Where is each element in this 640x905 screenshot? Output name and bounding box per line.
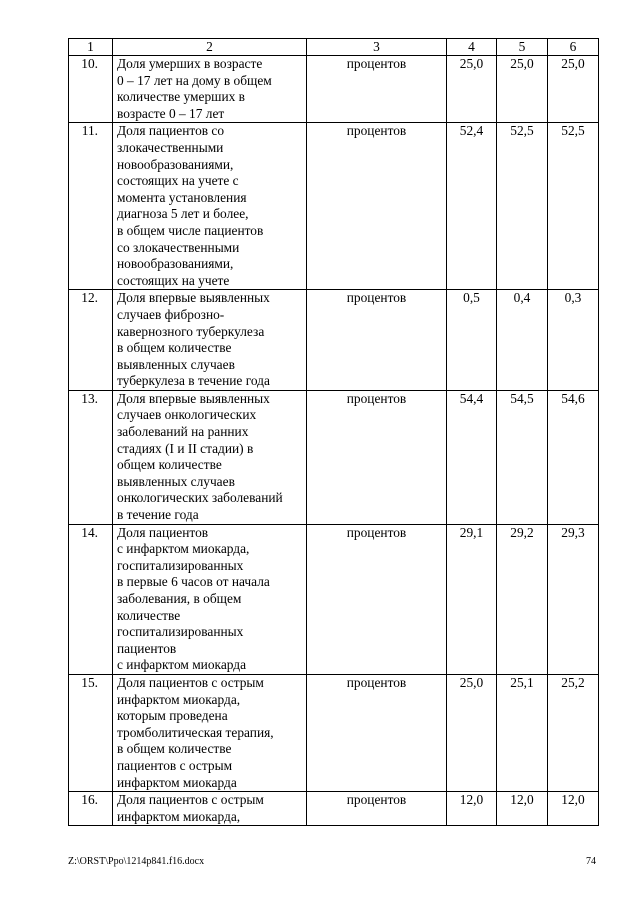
value-col-6: 12,0 xyxy=(548,792,599,826)
row-number: 10. xyxy=(69,56,113,123)
value-col-5: 25,1 xyxy=(497,674,548,791)
header-cell-3: 3 xyxy=(307,39,447,56)
indicator-name: Доля пациентов с острым инфарктом миокарда, которым проведена тромболитическая терапия, в общем количестве пациентов с острым инфарктом миокарда xyxy=(113,674,307,791)
unit-of-measure: процентов xyxy=(307,56,447,123)
value-col-6: 25,0 xyxy=(548,56,599,123)
header-cell-1: 1 xyxy=(69,39,113,56)
header-cell-2: 2 xyxy=(113,39,307,56)
value-col-5: 29,2 xyxy=(497,524,548,674)
unit-of-measure: процентов xyxy=(307,674,447,791)
unit-of-measure: процентов xyxy=(307,524,447,674)
footer-file-path: Z:\ORST\Ppo\1214p841.f16.docx xyxy=(68,856,205,867)
unit-of-measure: процентов xyxy=(307,123,447,290)
row-number: 15. xyxy=(69,674,113,791)
row-number: 14. xyxy=(69,524,113,674)
value-col-6: 25,2 xyxy=(548,674,599,791)
table-row xyxy=(69,56,599,123)
row-number: 12. xyxy=(69,290,113,391)
indicator-name: Доля умерших в возрасте 0 – 17 лет на дому в общем количестве умерших в возрасте 0 – 17 лет xyxy=(113,56,307,123)
value-col-5: 0,4 xyxy=(497,290,548,391)
table-body xyxy=(69,39,599,826)
value-col-4: 12,0 xyxy=(447,792,497,826)
indicator-name: Доля пациентов с инфарктом миокарда, госпитализированных в первые 6 часов от начала заболевания, в общем количестве госпитализированных пациентов с инфарктом миокарда xyxy=(113,524,307,674)
unit-of-measure: процентов xyxy=(307,390,447,524)
value-col-5: 54,5 xyxy=(497,390,548,524)
row-number: 13. xyxy=(69,390,113,524)
table-row xyxy=(69,123,599,290)
value-col-4: 25,0 xyxy=(447,674,497,791)
header-cell-5: 5 xyxy=(497,39,548,56)
value-col-4: 0,5 xyxy=(447,290,497,391)
value-col-5: 12,0 xyxy=(497,792,548,826)
value-col-6: 0,3 xyxy=(548,290,599,391)
row-number: 16. xyxy=(69,792,113,826)
table-row xyxy=(69,792,599,826)
indicators-table xyxy=(68,38,599,826)
indicator-name: Доля пациентов со злокачественными новообразованиями, состоящих на учете с момента установления диагноза 5 лет и более, в общем числе пациентов со злокачественными новообразованиями, состоящих на учете xyxy=(113,123,307,290)
indicator-name: Доля впервые выявленных случаев фиброзно- кавернозного туберкулеза в общем количестве выявленных случаев туберкулеза в течение года xyxy=(113,290,307,391)
indicator-name: Доля пациентов с острым инфарктом миокарда, xyxy=(113,792,307,826)
value-col-4: 29,1 xyxy=(447,524,497,674)
value-col-4: 52,4 xyxy=(447,123,497,290)
value-col-4: 25,0 xyxy=(447,56,497,123)
value-col-6: 52,5 xyxy=(548,123,599,290)
table-row xyxy=(69,674,599,791)
table-row xyxy=(69,290,599,391)
value-col-6: 29,3 xyxy=(548,524,599,674)
page-number: 74 xyxy=(586,856,596,867)
header-cell-4: 4 xyxy=(447,39,497,56)
value-col-5: 25,0 xyxy=(497,56,548,123)
unit-of-measure: процентов xyxy=(307,290,447,391)
value-col-6: 54,6 xyxy=(548,390,599,524)
row-number: 11. xyxy=(69,123,113,290)
indicator-name: Доля впервые выявленных случаев онкологических заболеваний на ранних стадиях (I и II стадии) в общем количестве выявленных случаев онкологических заболеваний в течение года xyxy=(113,390,307,524)
table-row xyxy=(69,390,599,524)
value-col-5: 52,5 xyxy=(497,123,548,290)
table-row xyxy=(69,524,599,674)
table-header-row xyxy=(69,39,599,56)
unit-of-measure: процентов xyxy=(307,792,447,826)
value-col-4: 54,4 xyxy=(447,390,497,524)
header-cell-6: 6 xyxy=(548,39,599,56)
